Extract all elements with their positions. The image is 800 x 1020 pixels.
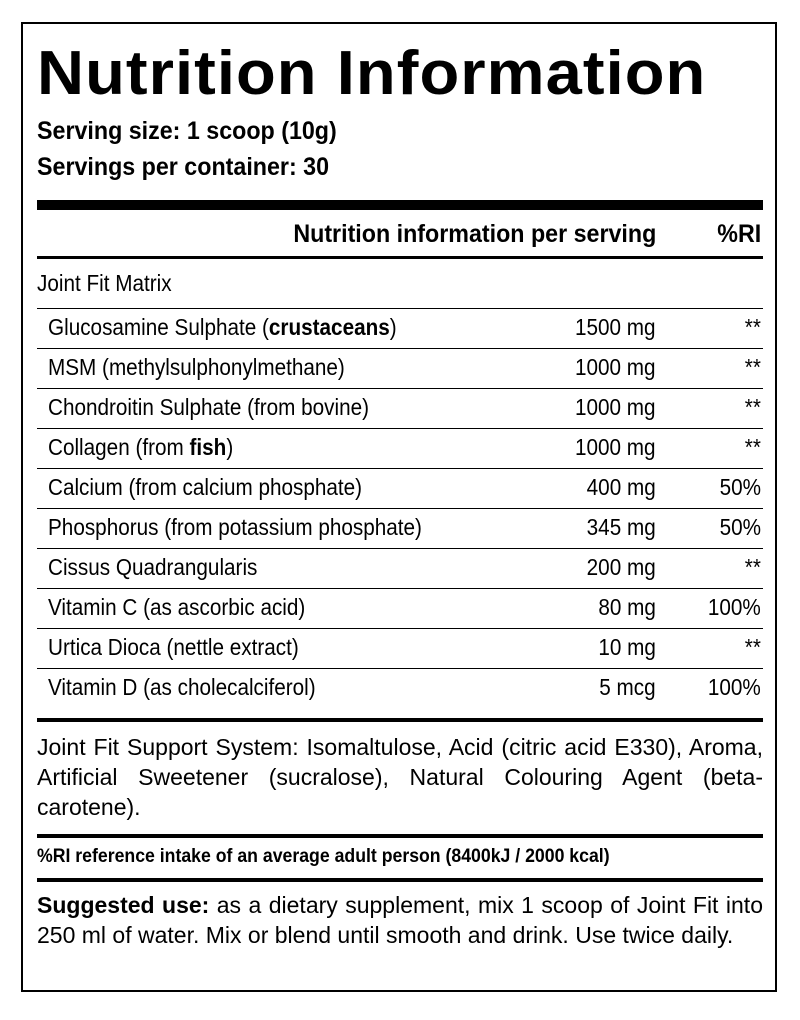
- table-row: [37, 308, 763, 348]
- row-divider: [37, 548, 763, 549]
- nutrient-name-post: ): [226, 434, 234, 460]
- row-divider: [37, 588, 763, 589]
- nutrient-name-pre: Phosphorus (from potassium phosphate): [48, 514, 422, 540]
- serving-size: Serving size: 1 scoop (10g): [37, 117, 337, 145]
- nutrient-name-bold: fish: [189, 434, 227, 460]
- nutrient-ri: **: [744, 394, 761, 420]
- nutrient-ri: **: [744, 354, 761, 380]
- nutrient-name-pre: Collagen (from: [48, 434, 190, 460]
- nutrient-amount: 200 mg: [586, 554, 656, 580]
- nutrient-name-post: ): [389, 314, 397, 340]
- table-row: [37, 468, 763, 508]
- nutrient-ri: **: [744, 434, 761, 460]
- row-divider: [37, 308, 763, 309]
- nutrient-name-pre: Vitamin C (as ascorbic acid): [48, 594, 306, 620]
- nutrient-ri: 100%: [708, 594, 761, 620]
- nutrient-name-pre: Calcium (from calcium phosphate): [48, 474, 363, 500]
- suggested-use-text: as a dietary supplement, mix 1 scoop of Joint Fit into 250 ml of water. Mix or blend until smooth and drink. Use twice daily.: [37, 892, 763, 948]
- table-row: [37, 388, 763, 428]
- support-system-text: Joint Fit Support System: Isomaltulose, Acid (citric acid E330), Aroma, Artificial Sweetener (sucralose), Natural Colouring Agent (beta-carotene).: [37, 734, 763, 820]
- nutrient-ri: 50%: [719, 514, 761, 540]
- table-row: [37, 588, 763, 628]
- ri-reference: %RI reference intake of an average adult person (8400kJ / 2000 kcal): [37, 846, 610, 867]
- nutrient-ri: **: [744, 554, 761, 580]
- nutrient-name: [48, 314, 397, 341]
- table-row: [37, 428, 763, 468]
- nutrient-name-pre: Cissus Quadrangularis: [48, 554, 258, 580]
- nutrient-amount: 5 mcg: [599, 674, 656, 700]
- ri-bottom-divider: [37, 878, 763, 882]
- header-label: Nutrition information per serving: [293, 220, 656, 248]
- nutrient-ri: 50%: [719, 474, 761, 500]
- nutrient-name-pre: Urtica Dioca (nettle extract): [48, 634, 299, 660]
- nutrient-amount: 400 mg: [586, 474, 656, 500]
- nutrient-ri: 100%: [708, 674, 761, 700]
- row-divider: [37, 508, 763, 509]
- table-row: [37, 348, 763, 388]
- row-divider: [37, 468, 763, 469]
- nutrient-name-pre: Glucosamine Sulphate (: [48, 314, 269, 340]
- ri-top-divider: [37, 834, 763, 838]
- nutrient-amount: 345 mg: [586, 514, 656, 540]
- nutrition-panel: [21, 22, 777, 992]
- nutrient-name-pre: Chondroitin Sulphate (from bovine): [48, 394, 370, 420]
- table-end-divider: [37, 718, 763, 722]
- nutrient-ri: **: [744, 634, 761, 660]
- nutrient-amount: 1000 mg: [575, 354, 656, 380]
- nutrient-name: [48, 554, 257, 581]
- nutrient-ri: **: [744, 314, 761, 340]
- nutrient-amount: 1000 mg: [575, 434, 656, 460]
- row-divider: [37, 348, 763, 349]
- table-row: [37, 548, 763, 588]
- nutrient-name: [48, 674, 316, 701]
- nutrient-name-pre: MSM (methylsulphonylmethane): [48, 354, 345, 380]
- nutrient-name: [48, 474, 362, 501]
- nutrient-name-bold: crustaceans: [268, 314, 390, 340]
- suggested-use-label: Suggested use:: [37, 892, 210, 918]
- row-divider: [37, 428, 763, 429]
- row-divider: [37, 628, 763, 629]
- nutrient-name: [48, 634, 299, 661]
- nutrient-name-pre: Vitamin D (as cholecalciferol): [48, 674, 316, 700]
- nutrient-name: [48, 594, 305, 621]
- servings-per-container: Servings per container: 30: [37, 153, 330, 181]
- table-row: [37, 628, 763, 668]
- nutrient-name: [48, 514, 422, 541]
- table-row: [37, 508, 763, 548]
- row-divider: [37, 668, 763, 669]
- suggested-use: [37, 890, 763, 950]
- nutrient-amount: 10 mg: [598, 634, 656, 660]
- table-row: [37, 668, 763, 708]
- nutrient-name: [48, 434, 233, 461]
- nutrient-name: [48, 354, 345, 381]
- thick-divider: [37, 200, 763, 210]
- nutrient-amount: 80 mg: [598, 594, 656, 620]
- group-label: Joint Fit Matrix: [37, 270, 172, 296]
- page-title: Nutrition Information: [37, 39, 707, 108]
- row-divider: [37, 388, 763, 389]
- header-ri: %RI: [717, 220, 761, 248]
- nutrient-amount: 1000 mg: [575, 394, 656, 420]
- nutrient-name: [48, 394, 369, 421]
- nutrient-table: [37, 308, 763, 708]
- table-header: [37, 212, 763, 256]
- nutrient-amount: 1500 mg: [575, 314, 656, 340]
- header-divider: [37, 256, 763, 259]
